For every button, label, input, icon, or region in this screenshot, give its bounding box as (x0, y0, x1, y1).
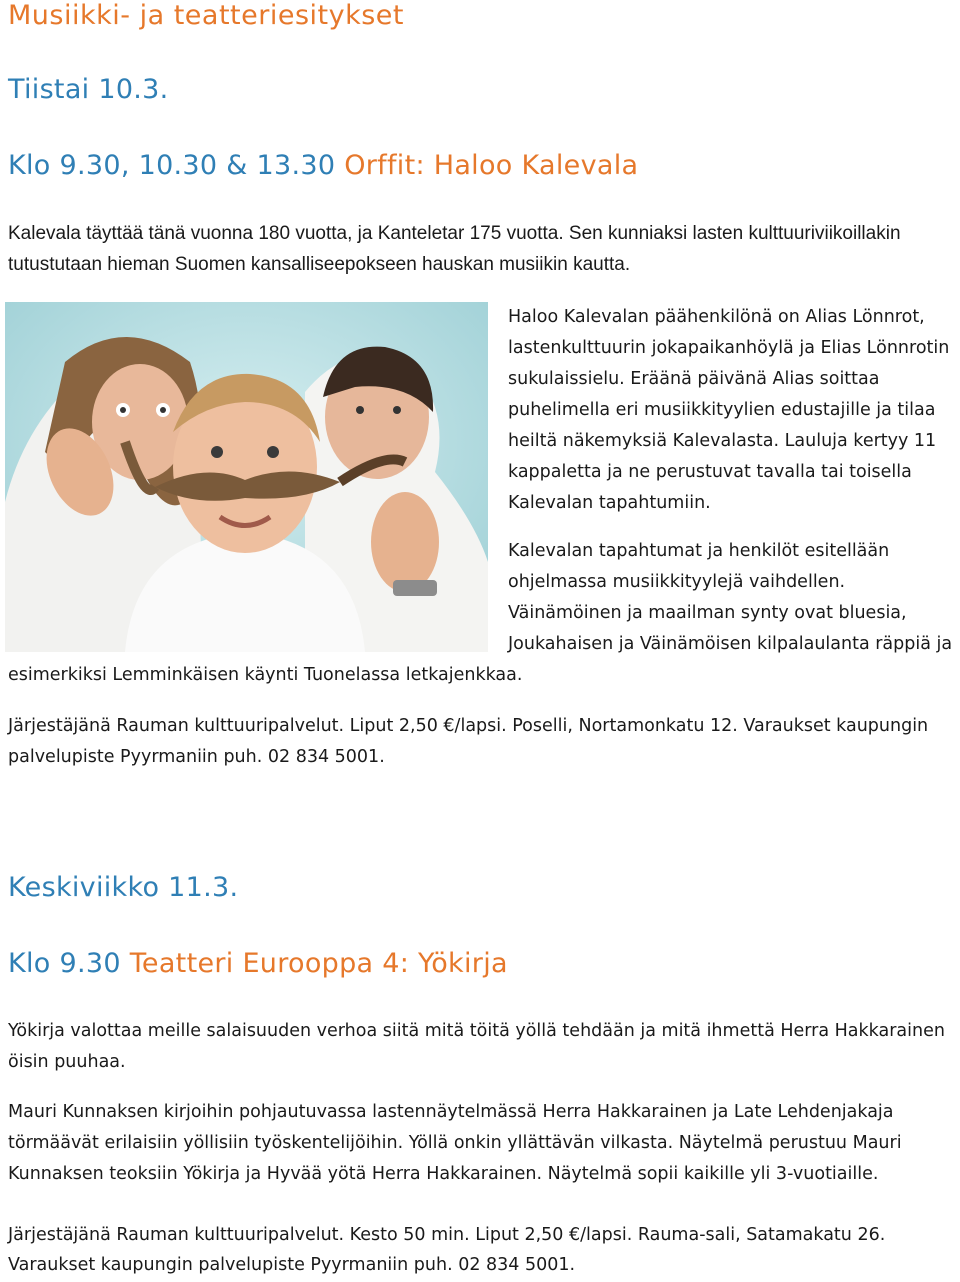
event-1-desc-line: sukulaissielu. Eräänä päivänä Alias soittaa (508, 369, 880, 389)
event-1-desc-line: ohjelmassa musiikkityylejä vaihdellen. (508, 572, 846, 592)
event-2-desc-line-2: törmäävät erilaisiin yöllisiin työskentelijöihin. Yöllä onkin yllättävän vilkasta. Näytelmä perustuu Mauri (8, 1133, 902, 1153)
event-2-heading (8, 948, 508, 979)
event-1-intro-line-1: Kalevala täyttää tänä vuonna 180 vuotta, ja Kanteletar 175 vuotta. Sen kunniaksi lasten kulttuuriviikoillakin (8, 223, 901, 244)
event-1-time: Klo 9.30, 10.30 & 13.30 (8, 150, 336, 181)
event-1-desc-line: kappaletta ja ne perustuvat tavalla tai toisella (508, 462, 912, 482)
event-1-info-line-2: palvelupiste Pyyrmaniin puh. 02 834 5001. (8, 747, 385, 767)
event-1-intro-line-2: tutustutaan hieman Suomen kansalliseepokseen hauskan musiikin kautta. (8, 254, 631, 275)
event-2-intro-line-1: Yökirja valottaa meille salaisuuden verhoa siitä mitä töitä yöllä tehdään ja mitä ihmettä Herra Hakkarainen (8, 1021, 945, 1041)
event-1-description-paragraph-1 (508, 302, 960, 519)
event-1-desc-line: Kalevalan tapahtumat ja henkilöt esitellään (508, 541, 890, 561)
event-1-desc-line: Joukahaisen ja Väinämöisen kilpalaulanta räppiä ja (508, 634, 953, 654)
event-1-desc-end-line: esimerkiksi Lemminkäisen käynti Tuonelassa letkajenkkaa. (8, 665, 523, 685)
performers-photo (5, 302, 488, 652)
event-2-info-line-2: Varaukset kaupungin palvelupiste Pyyrmaniin puh. 02 834 5001. (8, 1255, 576, 1275)
event-1-show-name: Orffit: Haloo Kalevala (344, 150, 639, 181)
event-1-desc-line: Kalevalan tapahtumiin. (508, 493, 711, 513)
event-1-description-paragraph-2 (508, 536, 960, 660)
event-2-day-heading: Keskiviikko 11.3. (8, 872, 239, 903)
performers-photo-illustration (5, 302, 488, 652)
page-title: Musiikki- ja teatteriesitykset (8, 0, 404, 31)
event-2-desc-line-1: Mauri Kunnaksen kirjoihin pohjautuvassa lastennäytelmässä Herra Hakkarainen ja Late Lehdenjakaja (8, 1102, 894, 1122)
event-1-heading (8, 150, 638, 181)
event-1-day-heading: Tiistai 10.3. (8, 74, 169, 105)
event-2-time: Klo 9.30 (8, 948, 121, 979)
event-2-info-line-1: Järjestäjänä Rauman kulttuuripalvelut. Kesto 50 min. Liput 2,50 €/lapsi. Rauma-sali, Satamakatu 26. (8, 1225, 886, 1245)
event-1-info-line-1: Järjestäjänä Rauman kulttuuripalvelut. Liput 2,50 €/lapsi. Poselli, Nortamonkatu 12. Varaukset kaupungin (8, 716, 929, 736)
event-2-desc-line-3: Kunnaksen teoksiin Yökirja ja Hyvää yötä Herra Hakkarainen. Näytelmä sopii kaikille yli 3-vuotiaille. (8, 1164, 879, 1184)
event-2-show-name: Teatteri Eurooppa 4: Yökirja (129, 948, 508, 979)
event-2-intro-line-2: öisin puuhaa. (8, 1052, 126, 1072)
event-1-desc-line: Väinämöinen ja maailman synty ovat bluesia, (508, 603, 907, 623)
event-1-desc-line: heiltä näkemyksiä Kalevalasta. Lauluja kertyy 11 (508, 431, 937, 451)
event-1-desc-line: puhelimella eri musiikkityylien edustajille ja tilaa (508, 400, 936, 420)
event-1-desc-line: lastenkulttuurin jokapaikanhöylä ja Elias Lönnrotin (508, 338, 950, 358)
event-1-desc-line: Haloo Kalevalan päähenkilönä on Alias Lönnrot, (508, 307, 925, 327)
